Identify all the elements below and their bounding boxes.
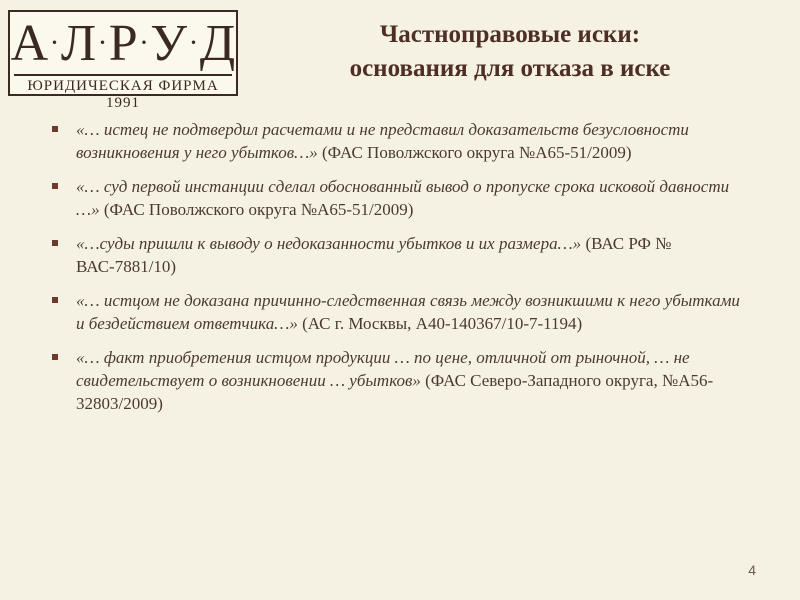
list-item bbox=[52, 118, 742, 164]
source-text: (ВАС РФ № ВАС-7881/10) bbox=[76, 234, 672, 276]
bullet-square-icon bbox=[52, 183, 58, 189]
quote-text: «… факт приобретения истцом продукции … по цене, отличной от рыночной, … не свидетельствует о возникновении … убытков» bbox=[76, 348, 690, 390]
logo-dot: · bbox=[138, 26, 149, 59]
logo-dot: · bbox=[97, 26, 108, 59]
logo-divider bbox=[14, 74, 232, 76]
logo-subtitle: ЮРИДИЧЕСКАЯ ФИРМА 1991 bbox=[27, 78, 219, 111]
logo-dot: · bbox=[49, 26, 60, 59]
list-item bbox=[52, 346, 742, 415]
list-item bbox=[52, 175, 742, 221]
source-text: (ФАС Северо-Западного округа, №А56-32803/2009) bbox=[76, 371, 714, 413]
logo-letter: У bbox=[150, 14, 188, 72]
title-line-2: основания для отказа в иске bbox=[349, 55, 671, 82]
quote-text: «… суд первой инстанции сделал обоснованный вывод о пропуске срока исковой давности …» bbox=[76, 177, 730, 219]
quote-text: «…суды пришли к выводу о недоказанности убытков и их размера…» bbox=[76, 234, 582, 253]
quote-text: «… истец не подтвердил расчетами и не представил доказательств безусловности возникновения у него убытков…» bbox=[76, 120, 689, 162]
bullet-square-icon bbox=[52, 297, 58, 303]
list-item bbox=[52, 232, 742, 278]
source-text: (АС г. Москвы, А40-140367/10-7-1194) bbox=[297, 314, 583, 333]
logo-letter: Д bbox=[199, 14, 236, 72]
firm-logo bbox=[8, 10, 238, 111]
slide-title bbox=[280, 18, 740, 86]
logo-letter: Л bbox=[60, 14, 97, 72]
bullet-list bbox=[52, 118, 742, 426]
logo-letter: А bbox=[10, 14, 49, 72]
quote-text: «… истцом не доказана причинно-следственная связь между возникшими к него убытками и бездействием ответчика…» bbox=[76, 291, 740, 333]
title-line-1: Частноправовые иски: bbox=[379, 21, 641, 48]
source-text: (ФАС Поволжского округа №А65-51/2009) bbox=[99, 200, 414, 219]
bullet-square-icon bbox=[52, 240, 58, 246]
bullet-square-icon bbox=[52, 126, 58, 132]
logo-letters bbox=[10, 14, 236, 72]
bullet-square-icon bbox=[52, 354, 58, 360]
logo-dot: · bbox=[188, 26, 199, 59]
source-text: (ФАС Поволжского округа №А65-51/2009) bbox=[317, 143, 632, 162]
logo-letter: Р bbox=[108, 14, 138, 72]
page-number: 4 bbox=[748, 562, 756, 578]
list-item bbox=[52, 289, 742, 335]
